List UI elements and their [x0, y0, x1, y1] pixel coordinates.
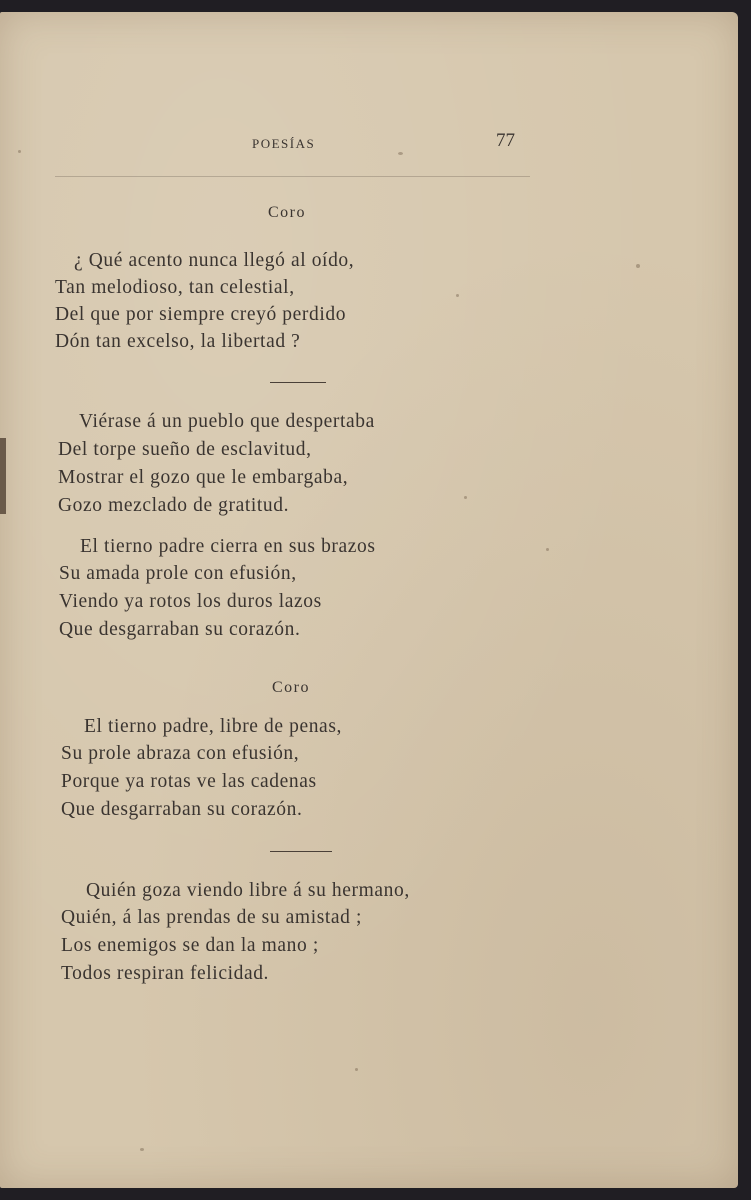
verse-line: ¿ Qué acento nunca llegó al oído,: [74, 250, 355, 271]
section-heading-coro: Coro: [272, 679, 310, 696]
verse-line: Porque ya rotas ve las cadenas: [61, 771, 317, 792]
section-divider: [270, 851, 332, 852]
verse-line: Todos respiran felicidad.: [61, 963, 270, 984]
verse-line: Que desgarraban su corazón.: [59, 619, 301, 640]
ink-speck: [140, 1148, 144, 1151]
verse-line: El tierno padre, libre de penas,: [84, 716, 342, 737]
verse-line: Del que por siempre creyó perdido: [55, 304, 347, 325]
ink-speck: [456, 294, 459, 297]
verse-line: Los enemigos se dan la mano ;: [61, 935, 319, 956]
ink-speck: [398, 152, 403, 155]
section-heading-coro: Coro: [268, 204, 306, 221]
verse-line: Dón tan excelso, la libertad ?: [55, 331, 301, 352]
verse-line: Quién, á las prendas de su amistad ;: [61, 907, 363, 928]
section-divider: [270, 382, 326, 383]
ink-speck: [464, 496, 467, 499]
verse-line: Viendo ya rotos los duros lazos: [59, 591, 322, 612]
verse-line: Su prole abraza con efusión,: [61, 743, 300, 764]
verse-line: Viérase á un pueblo que despertaba: [79, 411, 375, 432]
page-number: 77: [496, 130, 515, 151]
edge-tab-mark: [0, 438, 6, 514]
verse-line: Tan melodioso, tan celestial,: [55, 277, 295, 298]
ink-speck: [18, 150, 21, 153]
ink-speck: [355, 1068, 358, 1071]
ink-speck: [636, 264, 640, 268]
verse-line: Su amada prole con efusión,: [59, 563, 297, 584]
verse-line: Gozo mezclado de gratitud.: [58, 495, 290, 516]
header-rule: [55, 176, 530, 177]
verse-line: Quién goza viendo libre á su hermano,: [86, 880, 410, 901]
verse-line: El tierno padre cierra en sus brazos: [80, 536, 376, 557]
verse-line: Mostrar el gozo que le embargaba,: [58, 467, 349, 488]
ink-speck: [546, 548, 549, 551]
verse-line: Del torpe sueño de esclavitud,: [58, 439, 312, 460]
verse-line: Que desgarraban su corazón.: [61, 799, 303, 820]
running-title: POESÍAS: [252, 136, 316, 151]
